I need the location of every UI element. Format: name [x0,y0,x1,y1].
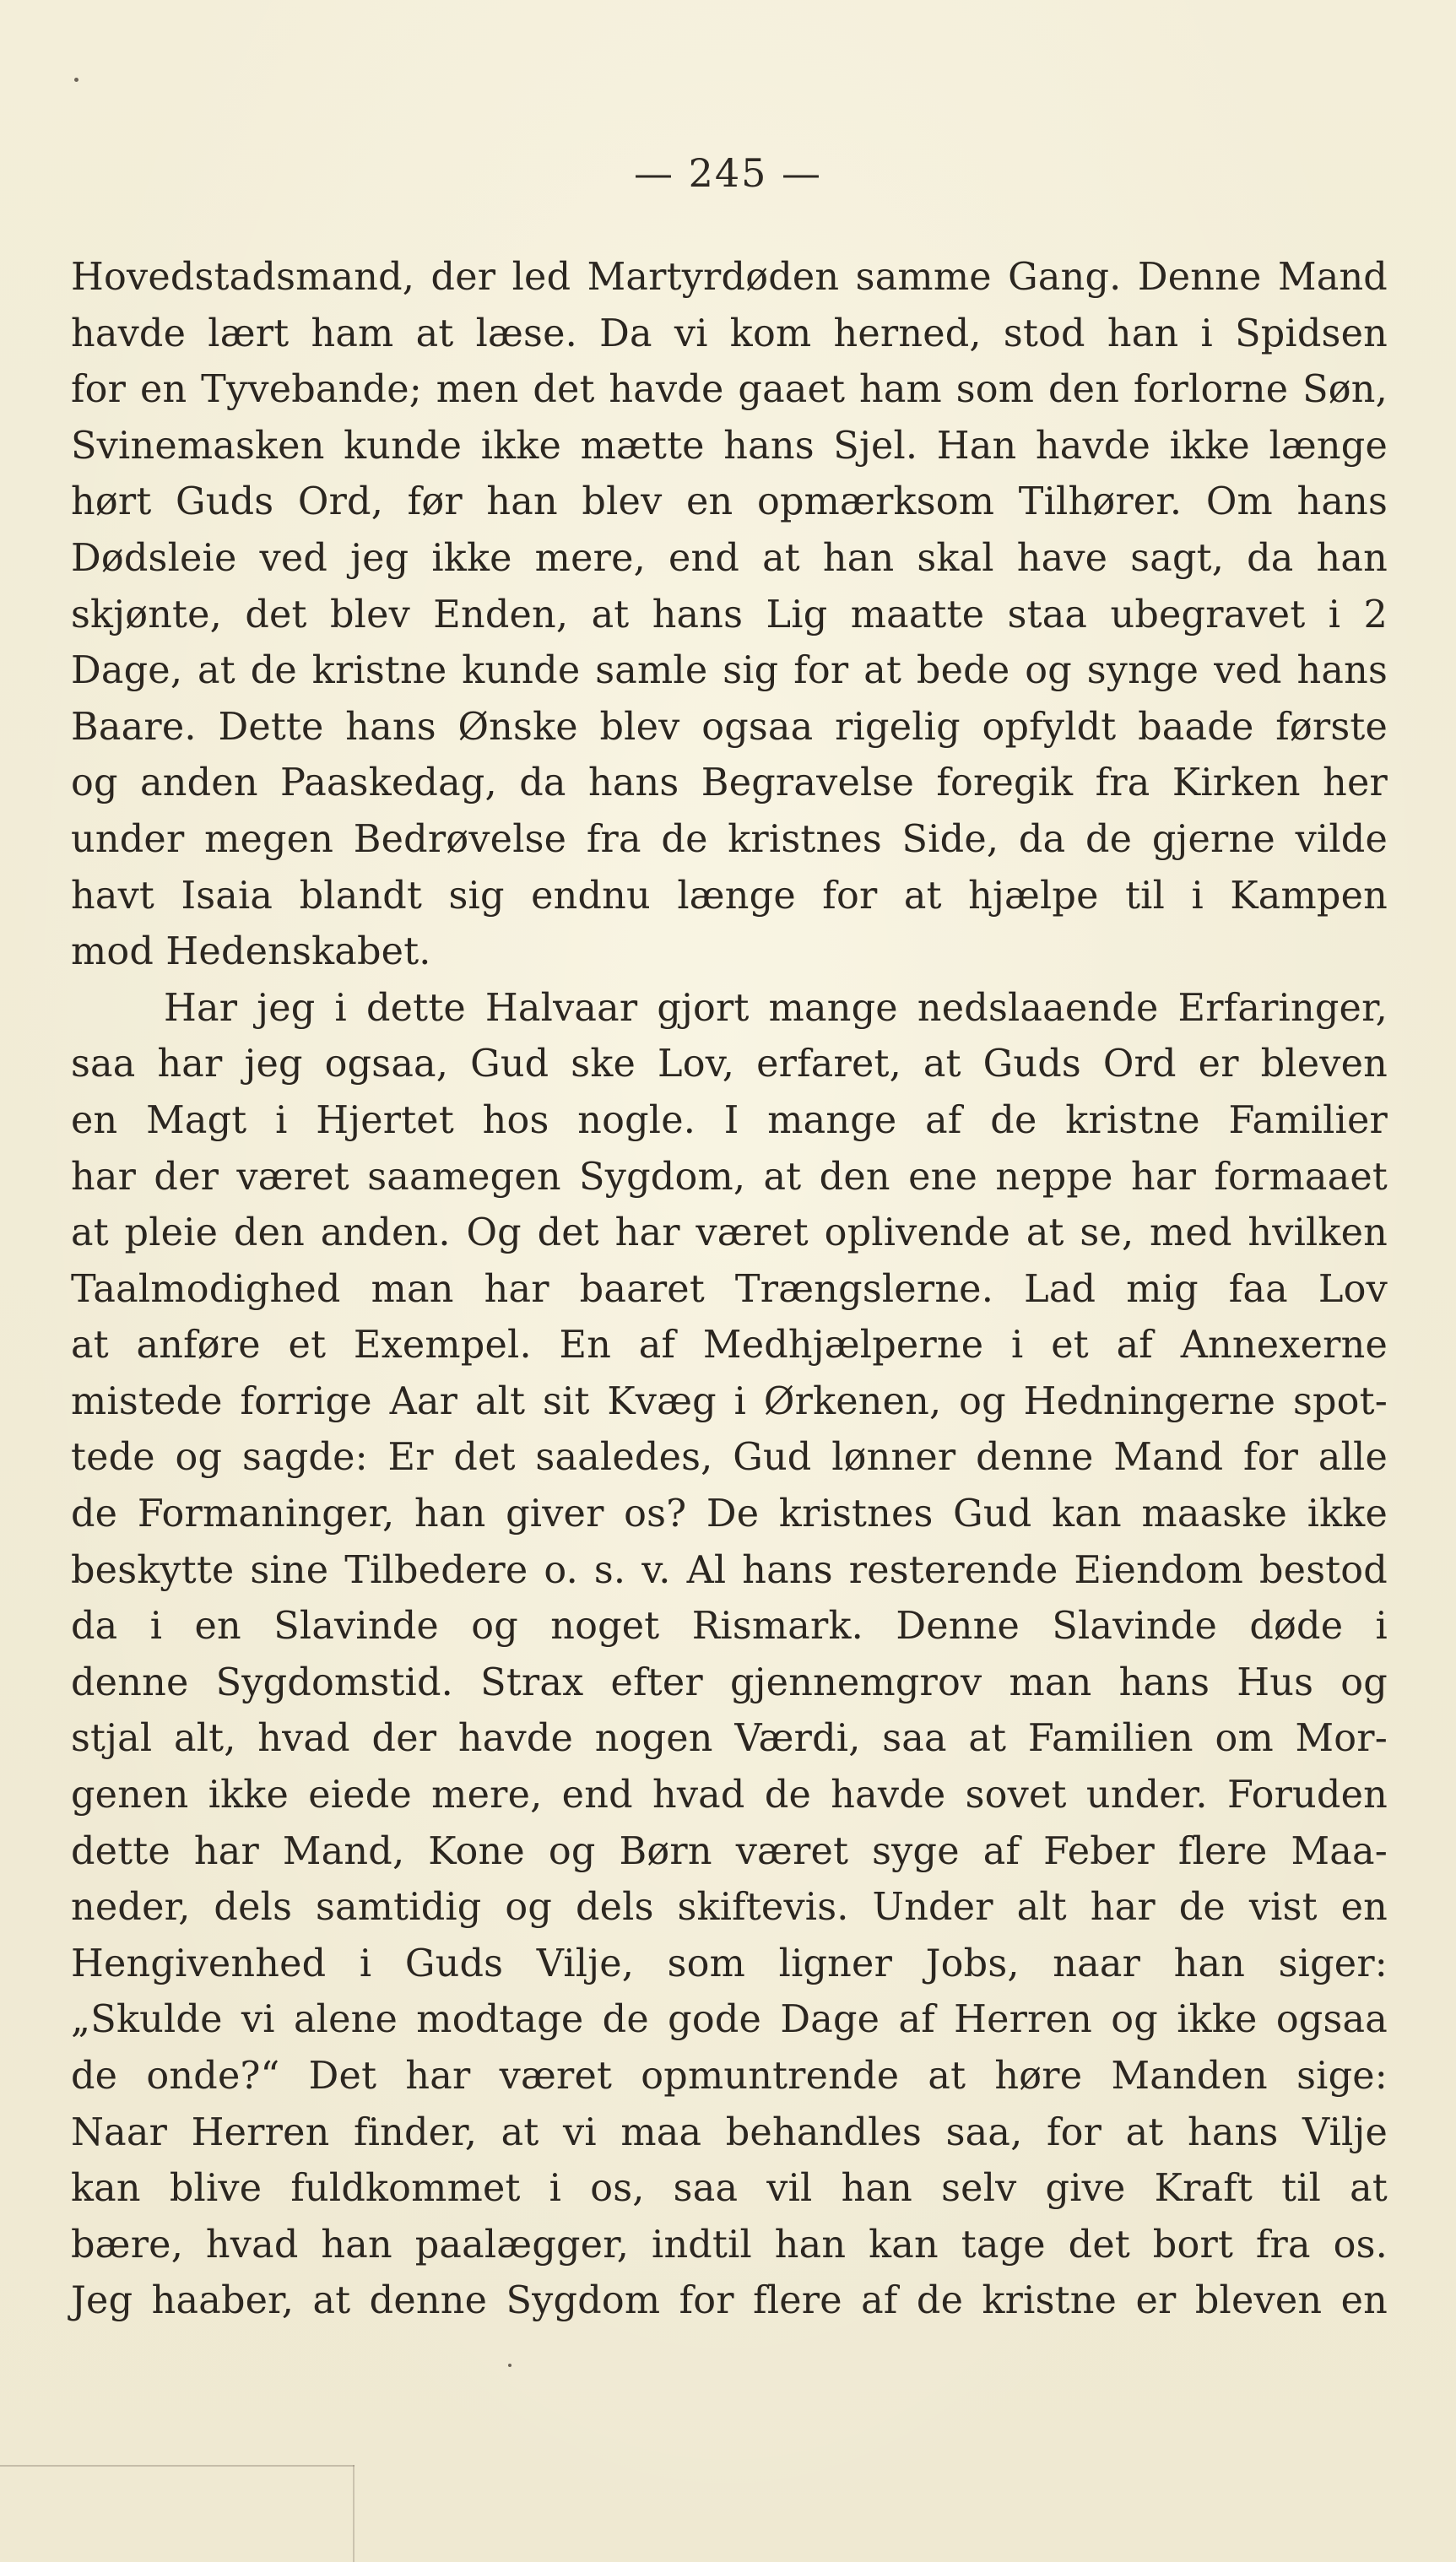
text-line: at pleie den anden. Og det har været oplivende at se, med hvilken [71,1211,1388,1255]
print-speck [508,2364,511,2367]
page-number: — 245 — [633,150,823,196]
text-line: Har jeg i dette Halvaar gjort mange nedslaaende Erfaringer, [164,986,1388,1030]
text-line: mistede forrige Aar alt sit Kvæg i Ørkenen, og Hedningerne spot- [71,1379,1388,1423]
text-line: Jeg haaber, at denne Sygdom for flere af de kristne er bleven en [71,2279,1388,2323]
text-line: en Magt i Hjertet hos nogle. I mange af de kristne Familier [71,1098,1388,1142]
text-line: denne Sygdomstid. Strax efter gjennemgrov man hans Hus og [71,1660,1388,1704]
scan-edge-line [353,2465,355,2562]
text-line: mod Hedenskabet. [71,930,431,974]
text-line: de Formaninger, han giver os? De kristnes Gud kan maaske ikke [71,1492,1388,1536]
text-line: bære, hvad han paalægger, indtil han kan tage det bort fra os. [71,2223,1388,2267]
text-line: Taalmodighed man har baaret Trængslerne. Lad mig faa Lov [71,1267,1388,1311]
text-line: stjal alt, hvad der havde nogen Værdi, saa at Familien om Mor- [71,1717,1388,1761]
text-line: da i en Slavinde og noget Rismark. Denne Slavinde døde i [71,1605,1388,1649]
text-line: Hengivenhed i Guds Vilje, som ligner Jobs, naar han siger: [71,1942,1388,1985]
text-line: tede og sagde: Er det saaledes, Gud lønner denne Mand for alle [71,1436,1388,1480]
text-line: Dage, at de kristne kunde samle sig for at bede og synge ved hans [71,649,1388,693]
body-text [71,250,1388,2330]
text-line: Baare. Dette hans Ønske blev ogsaa rigelig opfyldt baade første [71,705,1388,749]
scan-edge-line [0,2465,355,2467]
text-line: Naar Herren finder, at vi maa behandles saa, for at hans Vilje [71,2110,1388,2154]
text-line: har der været saamegen Sygdom, at den ene neppe har formaaet [71,1155,1388,1199]
text-line: „Skulde vi alene modtage de gode Dage af Herren og ikke ogsaa [71,1998,1388,2042]
print-speck [74,78,78,82]
text-line: og anden Paaskedag, da hans Begravelse foregik fra Kirken her [71,761,1388,805]
text-line: dette har Mand, Kone og Børn været syge af Feber flere Maa- [71,1829,1388,1873]
text-line: saa har jeg ogsaa, Gud ske Lov, erfaret, at Guds Ord er bleven [71,1043,1388,1086]
text-line: de onde?“ Det har været opmuntrende at høre Manden sige: [71,2055,1388,2098]
text-line: havt Isaia blandt sig endnu længe for at hjælpe til i Kampen [71,874,1388,918]
text-line: beskytte sine Tilbedere o. s. v. Al hans resterende Eiendom bestod [71,1548,1388,1592]
paragraph-2 [71,981,1388,2330]
text-line: kan blive fuldkommet i os, saa vil han selv give Kraft til at [71,2167,1388,2211]
text-line: for en Tyvebande; men det havde gaaet ham som den forlorne Søn, [71,368,1388,412]
text-line: at anføre et Exempel. En af Medhjælperne i et af Annexerne [71,1324,1388,1368]
text-line: hørt Guds Ord, før han blev en opmærksom Tilhører. Om hans [71,480,1388,524]
text-line: under megen Bedrøvelse fra de kristnes Side, da de gjerne vilde [71,817,1388,861]
text-line: genen ikke eiede mere, end hvad de havde sovet under. Foruden [71,1774,1388,1817]
text-line: skjønte, det blev Enden, at hans Lig maatte staa ubegravet i 2 [71,593,1388,636]
paragraph-1 [71,250,1388,981]
text-line: neder, dels samtidig og dels skiftevis. Under alt har de vist en [71,1886,1388,1930]
text-line: Hovedstadsmand, der led Martyrdøden samme Gang. Denne Mand [71,256,1388,299]
text-line: havde lært ham at læse. Da vi kom herned, stod han i Spidsen [71,311,1388,355]
text-line: Dødsleie ved jeg ikke mere, end at han skal have sagt, da han [71,536,1388,580]
text-line: Svinemasken kunde ikke mætte hans Sjel. Han havde ikke længe [71,424,1388,468]
